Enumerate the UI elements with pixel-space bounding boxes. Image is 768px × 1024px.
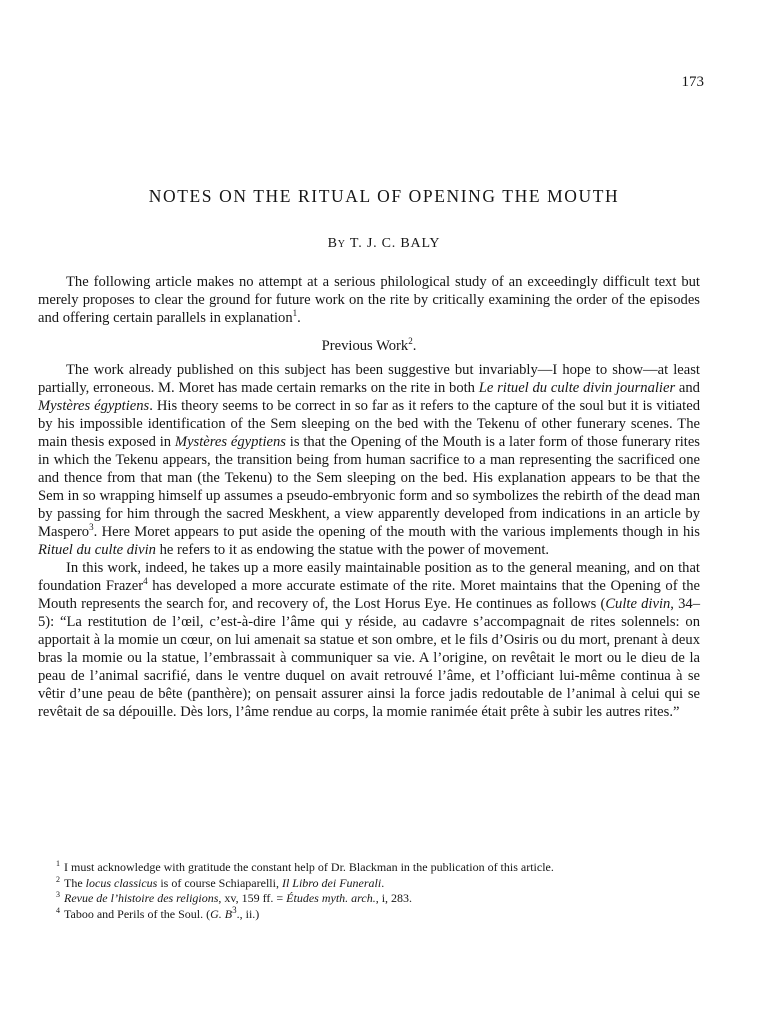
article-body bbox=[38, 273, 700, 721]
text-run: , 34–5): “La restitution de l’œil, c’est-à-dire l’âme qui y réside, au cadavre s’accompagnait de rites solennels: on apportait à la momie un cœur, on lui amenait sa statue et son ombre, et le fils d’Osiris ou du mort, prenant à deux bras la momie ou la statue, l’embrassait à communiquer sa vie. A l’origine, on revêtait le mort ou le dieu de la peau de l’animal sacrifié, dans le ventre duquel on avait retrouvé l’âme, et l’officiant lui-même continua à se vêtir d’une peau de bête (panthère); on pensait assurer ainsi la force jadis redoutable de l’animal à celui qui se revêtait de sa dépouille. Dès lors, l’âme rendue au corps, la momie ranimée était prête à subir les autres rites.” bbox=[38, 596, 700, 720]
intro-text: The following article makes no attempt at a serious philological study of an exceedingly difficult text but merely proposes to clear the ground for future work on the rite by critically examining the order of the episodes and offering certain parallels in explanation bbox=[38, 274, 700, 326]
section-heading bbox=[38, 337, 700, 355]
footnote-ref-1: 1 bbox=[292, 308, 298, 319]
author-name: T. J. C. BALY bbox=[349, 236, 441, 251]
footnote-text: , xv, 159 ff. = bbox=[218, 891, 287, 905]
footnote-text: , i, 283. bbox=[375, 891, 413, 905]
author-byline bbox=[0, 236, 768, 252]
footnote-text: Taboo and Perils of the Soul. ( bbox=[64, 906, 211, 921]
footnote-superscript: 3 bbox=[232, 904, 237, 915]
book-title: Mystères égyptiens bbox=[38, 398, 150, 414]
article-title: NOTES ON THE RITUAL OF OPENING THE MOUTH bbox=[148, 186, 620, 206]
footnote-mark: 2 bbox=[56, 874, 60, 884]
text-run: . Here Moret appears to put aside the opening of the mouth with the various implements though in his bbox=[93, 524, 700, 540]
footnote-text: ., ii.) bbox=[236, 906, 260, 921]
section-heading-end: . bbox=[412, 338, 417, 354]
footnote-mark: 1 bbox=[56, 859, 60, 868]
footnote-mark: 4 bbox=[56, 905, 60, 915]
book-title: Culte divin bbox=[605, 596, 671, 612]
book-title: Mystères égyptiens bbox=[174, 434, 286, 450]
book-title: Le rituel du culte divin journalier bbox=[478, 380, 676, 396]
footnote-italic: Il Libro dei Funerali bbox=[281, 875, 382, 890]
footnote-1 bbox=[38, 860, 700, 876]
text-run: is that the Opening of the Mouth is a later form of those funerary rites in which the Tekenu appears, the transition being from human sacrifice to a man representing the sacrificed one and thence from that man (the Tekenu) to the Sem sleeping on the bed. His explanation appears to be that the Sem in so wrapping himself up assumes a pseudo-embryonic form and so symbolizes the rebirth of the dead man by passing for him through the sacred Meskhent, a view apparently developed from indications in an article by Maspero bbox=[38, 434, 700, 540]
text-run: and bbox=[675, 380, 700, 396]
footnote-text: I must acknowledge with gratitude the constant help of Dr. Blackman in the publication of this article. bbox=[64, 860, 554, 874]
footnote-ref-4: 4 bbox=[143, 576, 148, 587]
text-run: The work already published on this subject has been suggestive but invariably—I hope to show—at least partially, erroneous. M. Moret has made certain remarks on the rite in both bbox=[38, 362, 700, 396]
footnote-italic: Études myth. arch. bbox=[286, 891, 376, 905]
footnote-4 bbox=[38, 904, 700, 923]
footnotes bbox=[38, 860, 700, 922]
footnote-italic: locus classicus bbox=[85, 875, 158, 890]
footnote-3 bbox=[38, 891, 700, 907]
text-run: . His theory seems to be correct in so far as it refers to the capture of the soul but it is vitiated by his impossible identification of the Sem sleeping on the bed with the Tekenu of other funerary scenes. The main thesis exposed in bbox=[38, 398, 700, 450]
book-title: Rituel du culte divin bbox=[38, 542, 156, 558]
text-run: In this work, indeed, he takes up a more easily maintainable position as to the general meaning, and on that foundation Frazer bbox=[38, 560, 700, 594]
paragraph-previous-work bbox=[38, 361, 700, 559]
footnote-italic: Revue de l’histoire des religions bbox=[64, 891, 219, 905]
footnote-text: The bbox=[64, 875, 86, 890]
intro-end: . bbox=[297, 310, 301, 326]
paragraph-moret-quote bbox=[38, 559, 700, 721]
footnote-mark: 3 bbox=[56, 890, 60, 899]
page-number: 173 bbox=[681, 74, 704, 90]
footnote-ref-3: 3 bbox=[89, 522, 94, 533]
byline-prefix: By bbox=[327, 236, 346, 251]
footnote-2 bbox=[38, 876, 700, 892]
text-run: has developed a more accurate estimate of the rite. Moret maintains that the Opening of the Mouth represents the search for, and recovery of, the Lost Horus Eye. He continues as follows ( bbox=[38, 578, 700, 612]
footnote-italic: G. B bbox=[210, 906, 233, 921]
footnote-text: is of course Schiaparelli, bbox=[157, 875, 282, 890]
footnote-ref-2: 2 bbox=[408, 336, 413, 347]
footnote-text: . bbox=[381, 875, 385, 890]
section-heading-text: Previous Work bbox=[321, 338, 409, 354]
text-run: he refers to it as endowing the statue with the power of movement. bbox=[155, 542, 550, 558]
intro-paragraph bbox=[38, 273, 700, 327]
